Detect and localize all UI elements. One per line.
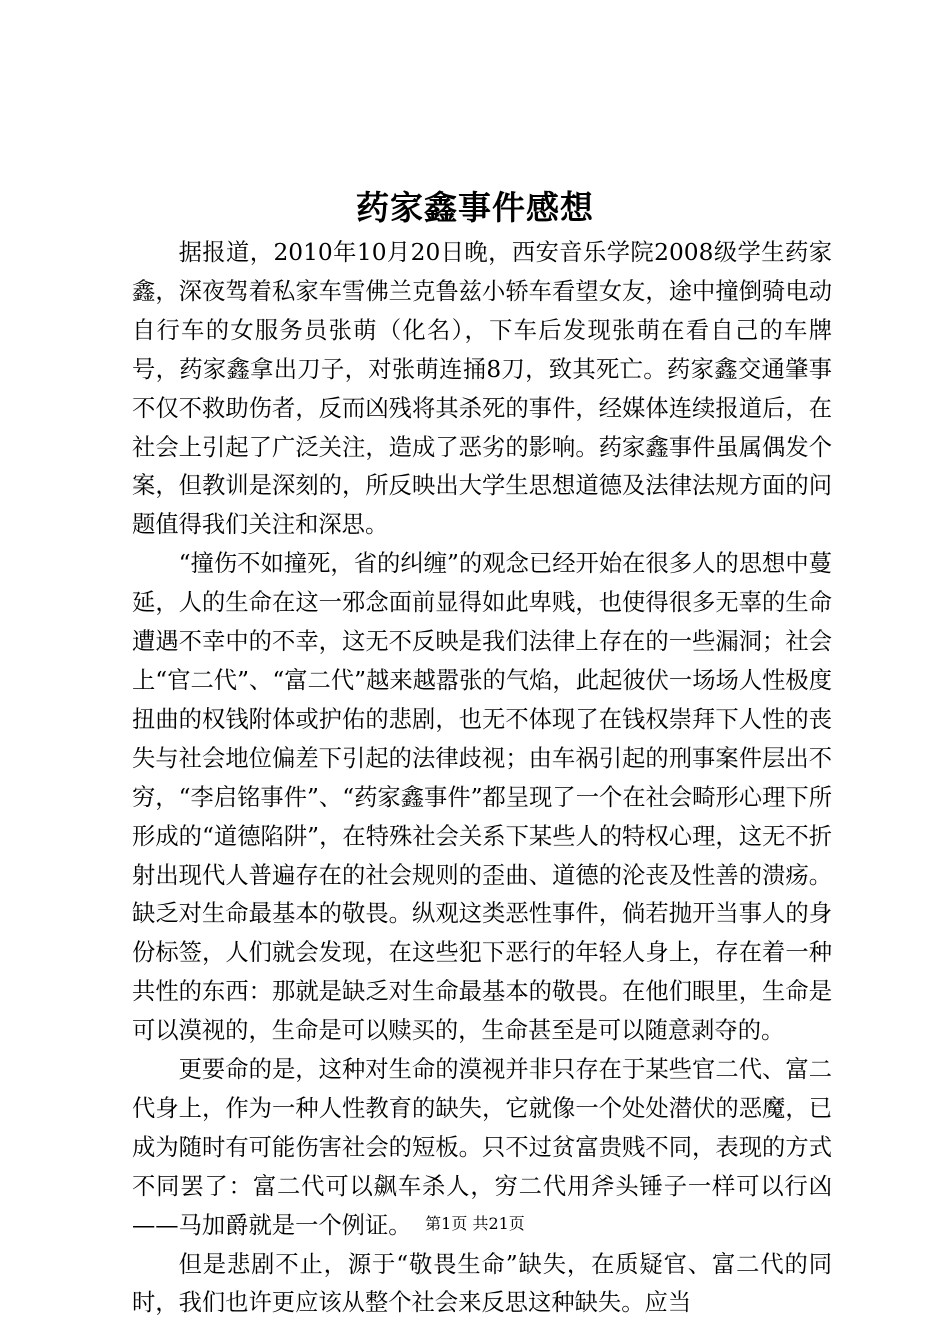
paragraph-3: 更要命的是，这种对生命的漠视并非只存在于某些官二代、富二代身上，作为一种人性教育的缺失，它就像一个处处潜伏的恶魔，已成为随时有可能伤害社会的短板。只不过贫富贵贱不同，表现的方式不同罢了：富二代可以飙车杀人，穷二代用斧头锤子一样可以行凶——马加爵就是一个例证。	[132, 1056, 832, 1239]
paragraph-2: “撞伤不如撞死，省的纠缠”的观念已经开始在很多人的思想中蔓延，人的生命在这一邪念面前显得如此卑贱，也使得很多无辜的生命遭遇不幸中的不幸，这无不反映是我们法律上存在的一些漏洞；社会上“官二代”、“富二代”越来越嚣张的气焰，此起彼伏一场场人性极度扭曲的权钱附体或护佑的悲剧，也无不体现了在钱权崇拜下人性的丧失与社会地位偏差下引起的法律歧视；由车祸引起的刑事案件层出不穷，“李启铭事件”、“药家鑫事件”都呈现了一个在社会畸形心理下所形成的“道德陷阱”，在特殊社会关系下某些人的特权心理，这无不折射出现代人普遍存在的社会规则的歪曲、道德的沦丧及性善的溃疡。缺乏对生命最基本的敬畏。纵观这类恶性事件，倘若抛开当事人的身份标签，人们就会发现，在这些犯下恶行的年轻人身上，存在着一种共性的东西：那就是缺乏对生命最基本的敬畏。在他们眼里，生命是可以漠视的，生命是可以赎买的，生命甚至是可以随意剥夺的。	[132, 550, 832, 1045]
page-footer: 第1页 共21页	[425, 1214, 525, 1233]
document-body	[132, 234, 832, 1323]
document-title: 药家鑫事件感想	[356, 188, 594, 227]
paragraph-1: 据报道，2010年10月20日晚，西安音乐学院2008级学生药家鑫，深夜驾着私家车雪佛兰克鲁兹小轿车看望女友，途中撞倒骑电动自行车的女服务员张萌（化名），下车后发现张萌在看自己的车牌号，药家鑫拿出刀子，对张萌连捅8刀，致其死亡。药家鑫交通肇事不仅不救助伤者，反而凶残将其杀死的事件，经媒体连续报道后，在社会上引起了广泛关注，造成了恶劣的影响。药家鑫事件虽属偶发个案，但教训是深刻的，所反映出大学生思想道德及法律法规方面的问题值得我们关注和深思。	[132, 239, 832, 539]
paragraph-4: 但是悲剧不止，源于“敬畏生命”缺失，在质疑官、富二代的同时，我们也许更应该从整个社会来反思这种缺失。应当	[132, 1250, 832, 1317]
